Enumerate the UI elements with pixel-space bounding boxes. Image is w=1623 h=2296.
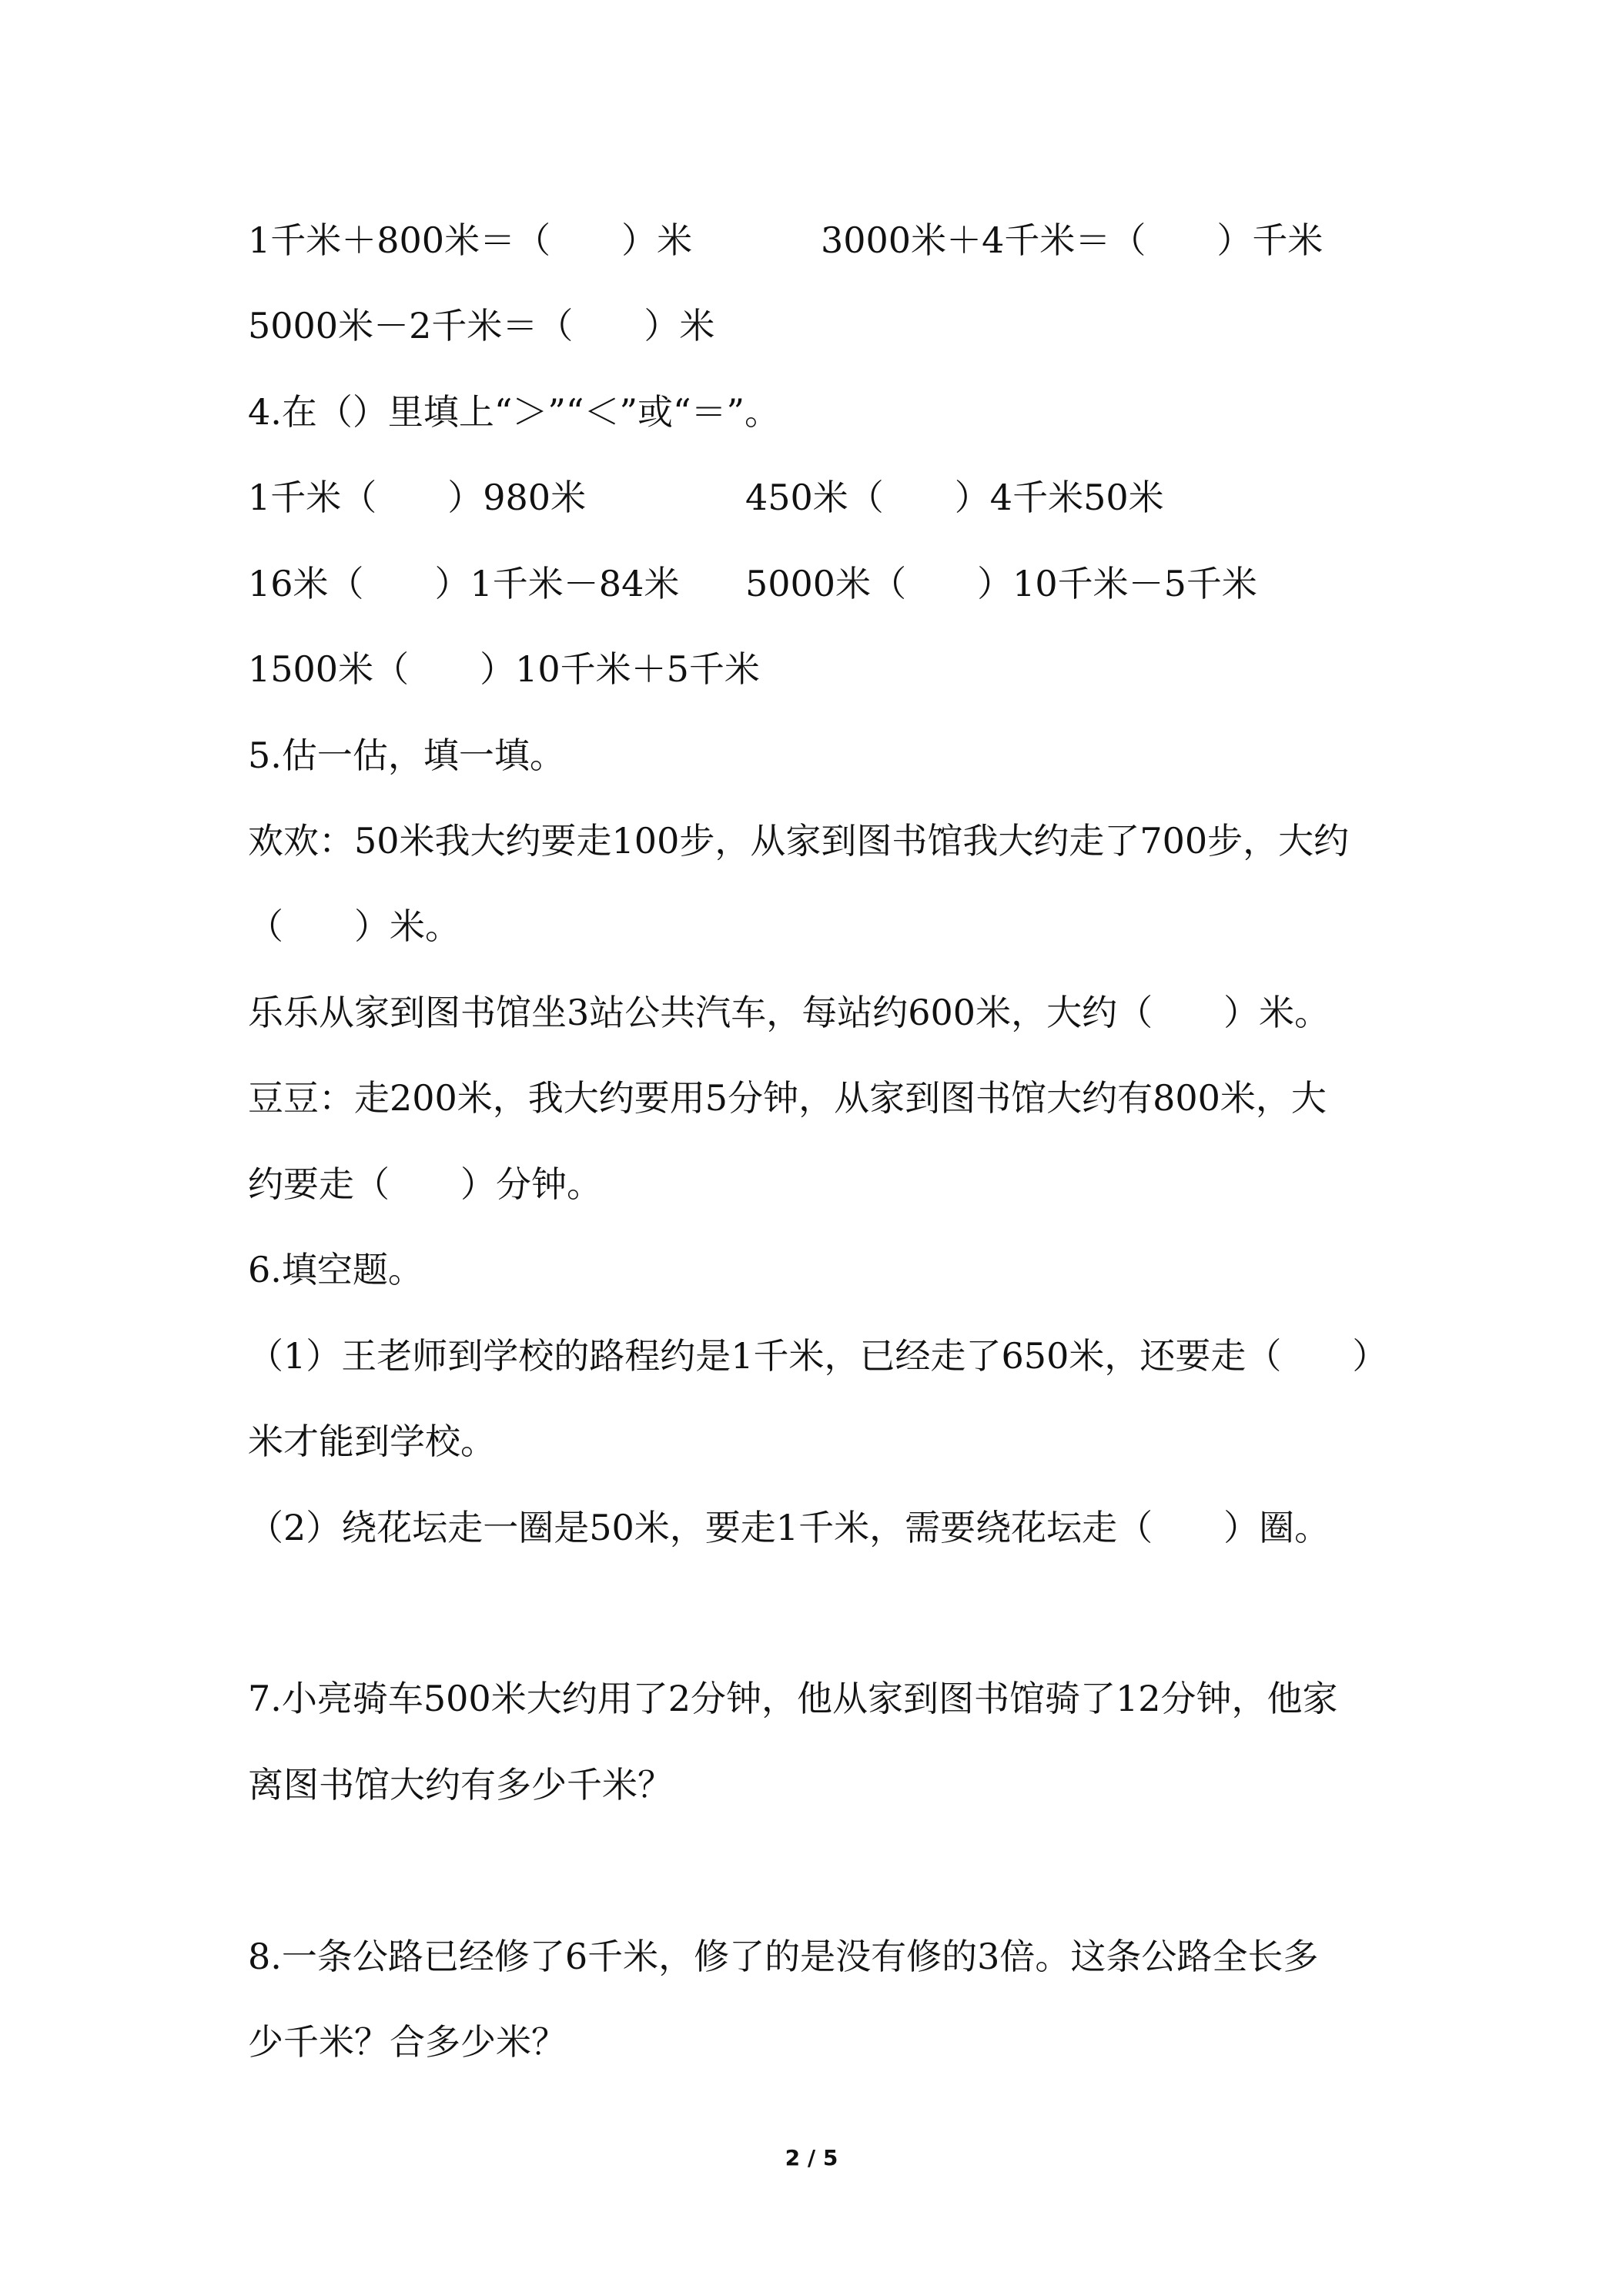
q8-line-1: 8.一条公路已经修了6千米，修了的是没有修的3倍。这条公路全长多 [248, 1936, 1319, 1977]
q3-item-3: 5000米－2千米＝（ ）米 [248, 305, 715, 346]
q4-item-2: 450米（ ）4千米50米 [745, 477, 1164, 518]
page-number: 2 / 5 [785, 2145, 838, 2170]
q5-line-1: 欢欢：50米我大约要走100步，从家到图书馆我大约走了700步，大约 [248, 820, 1350, 862]
q3-item-2: 3000米＋4千米＝（ ）千米 [821, 219, 1323, 261]
q7-line-1: 7.小亮骑车500米大约用了2分钟，他从家到图书馆骑了12分钟，他家 [248, 1678, 1338, 1719]
q8-line-2: 少千米？合多少米？ [248, 2021, 567, 2063]
q4-item-1: 1千米（ ）980米 [248, 477, 587, 518]
q5-line-5: 约要走（ ）分钟。 [248, 1163, 602, 1205]
q3-item-1: 1千米＋800米＝（ ）米 [248, 219, 693, 261]
q4-item-5: 1500米（ ）10千米＋5千米 [248, 648, 760, 690]
q7-line-2: 离图书馆大约有多少千米？ [248, 1764, 673, 1806]
q4-item-3: 16米（ ）1千米－84米 [248, 563, 680, 604]
q5-line-3: 乐乐从家到图书馆坐3站公共汽车，每站约600米，大约（ ）米。 [248, 992, 1330, 1033]
q5-line-4: 豆豆：走200米，我大约要用5分钟，从家到图书馆大约有800米，大 [248, 1077, 1327, 1119]
q5-title: 5.估一估，填一填。 [248, 735, 565, 776]
q6-title: 6.填空题。 [248, 1249, 423, 1290]
q4-item-4: 5000米（ ）10千米－5千米 [745, 563, 1257, 604]
q5-line-2: （ ）米。 [248, 905, 460, 947]
q4-title: 4.在（）里填上“＞”“＜”或“＝”。 [248, 391, 780, 433]
q6-line-2: 米才能到学校。 [248, 1421, 496, 1462]
q6-line-1: （1）王老师到学校的路程约是1千米，已经走了650米，还要走（ ） [248, 1335, 1388, 1377]
q6-line-3: （2）绕花坛走一圈是50米，要走1千米，需要绕花坛走（ ）圈。 [248, 1507, 1330, 1548]
